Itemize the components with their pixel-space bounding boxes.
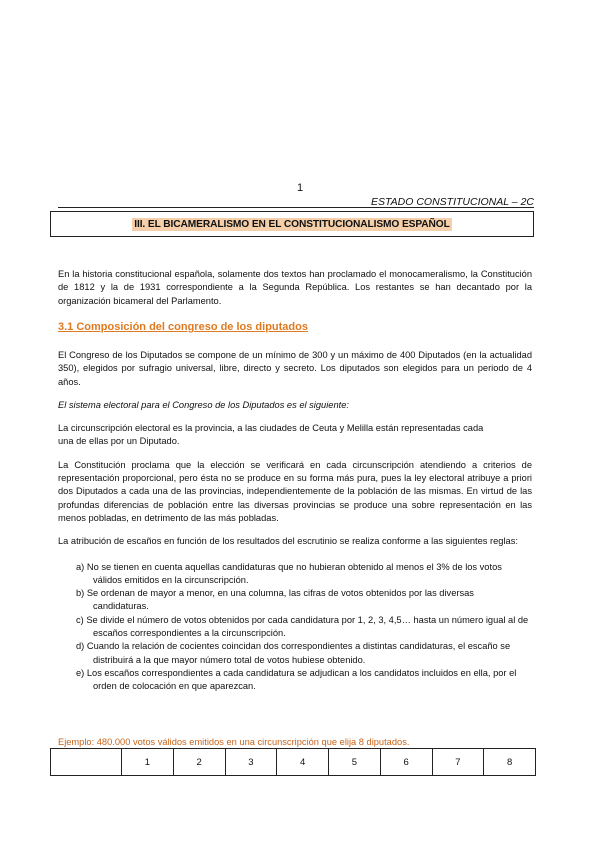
proportional-paragraph: La Constitución proclama que la elección se verificará en cada circunscripción atendiendo a criterios de representación proporcional, pero ésta no se produce en su forma más pura, pues la ley electoral atribuye a priori dos Diputados a cada una de las provincias, independientemente de la población de las mismas. En virtud de las profundas diferencias de población entre las diversas provincias se produce una sobre representación en las menos pobladas, en detrimento de las más pobladas. <box>58 459 532 523</box>
list-item: c) Se divide el número de votos obtenidos por cada candidatura por 1, 2, 3, 4,5… hasta un número igual al de escaños correspondientes a la circunscripción. <box>76 614 529 639</box>
list-item: b) Se ordenan de mayor a menor, en una columna, las cifras de votos obtenidos por las diversas candidaturas. <box>76 588 474 612</box>
table-cell: 1 <box>122 749 174 776</box>
intro-block <box>58 268 532 308</box>
running-header: ESTADO CONSTITUCIONAL – 2C <box>371 196 534 208</box>
intro-paragraph: En la historia constitucional española, solamente dos textos han proclamado el monocameralismo, la Constitución de 1812 y la de 1931 correspondiente a la Segunda República. Los restantes se han decantado por la organización bicameral del Parlamento. <box>58 269 532 306</box>
composition-paragraph: El Congreso de los Diputados se compone de un mínimo de 300 y un máximo de 400 Diputados (en la actualidad 350), elegidos por sufragio universal, libre, directo y secreto. Los diputados son elegidos para un periodo de 4 años. <box>58 350 532 387</box>
table-cell: 3 <box>225 749 277 776</box>
electoral-system-intro: El sistema electoral para el Congreso de los Diputados es el siguiente: <box>58 399 349 410</box>
table-cell: 4 <box>277 749 329 776</box>
table-row <box>51 749 536 776</box>
section-body <box>58 349 532 694</box>
example-caption: Ejemplo: 480.000 votos válidos emitidos en una circunscripción que elija 8 diputados. <box>58 737 410 747</box>
chapter-title: III. EL BICAMERALISMO EN EL CONSTITUCIONALISMO ESPAÑOL <box>134 218 450 230</box>
page-number: 1 <box>296 182 304 194</box>
table-cell: 2 <box>173 749 225 776</box>
list-item: d) Cuando la relación de cocientes coincidan dos correspondientes a distintas candidaturas, el escaño se distribuirá a la que mayor número total de votos hubiese obtenido. <box>76 641 511 665</box>
section-heading: 3.1 Composición del congreso de los diputados <box>58 321 308 333</box>
table-cell <box>51 749 122 776</box>
list-item: e) Los escaños correspondientes a cada candidatura se adjudican a los candidatos incluidos en ella, por el orden de colocación en que aparezcan. <box>76 667 517 692</box>
table-cell: 8 <box>484 749 536 776</box>
dhondt-table <box>50 748 536 776</box>
rules-list <box>58 561 532 694</box>
table-cell: 6 <box>380 749 432 776</box>
chapter-title-box <box>50 211 534 237</box>
table-cell: 7 <box>432 749 484 776</box>
table-cell: 5 <box>329 749 381 776</box>
header-divider <box>58 207 534 208</box>
list-item: a) No se tienen en cuenta aquellas candidaturas que no hubieran obtenido al menos el 3% de los votos válidos emitidos en la circunscripción. <box>76 561 502 585</box>
constituency-paragraph: La circunscripción electoral es la provincia, a las ciudades de Ceuta y Melilla están representadas cada una de ellas por un Diputado. <box>58 423 484 447</box>
rules-intro: La atribución de escaños en función de los resultados del escrutinio se realiza conforme a las siguientes reglas: <box>58 536 518 547</box>
